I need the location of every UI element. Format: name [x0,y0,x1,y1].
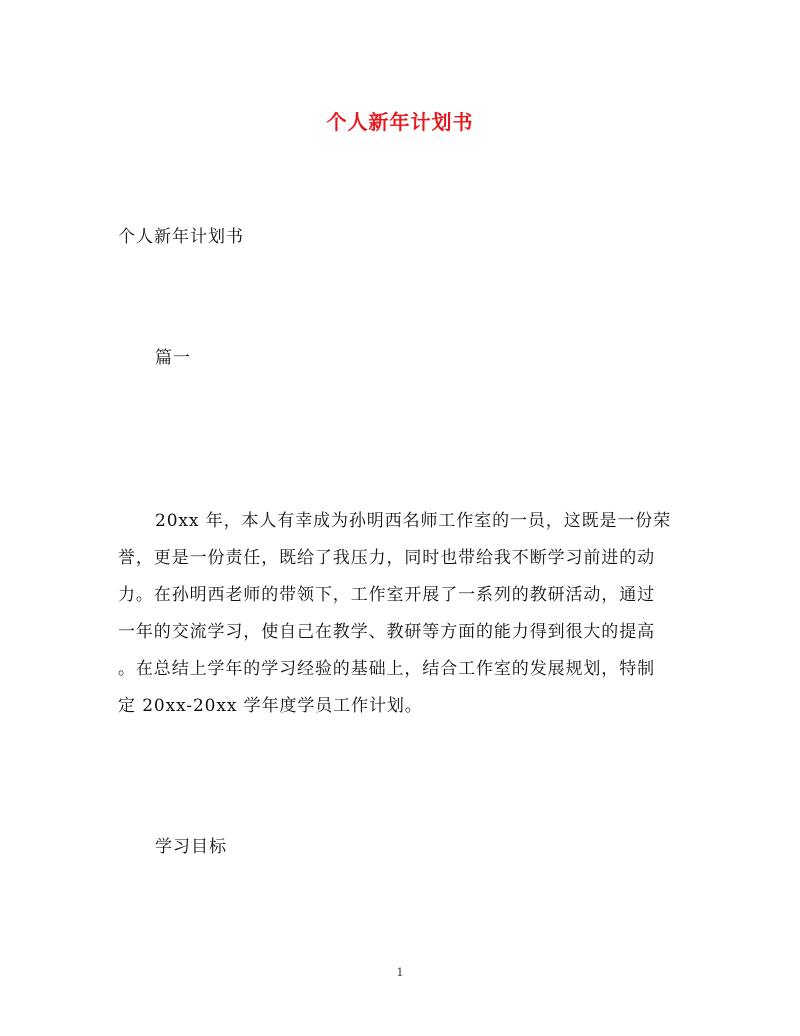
document-title: 个人新年计划书 [326,110,474,134]
section-heading-part-one: 篇一 [155,348,191,368]
paragraph-line-3: 力。在孙明西老师的带领下，工作室开展了一系列的教研活动，通过 [118,585,655,605]
paragraph-line-2: 誉，更是一份责任，既给了我压力，同时也带给我不断学习前进的动 [118,548,655,568]
paragraph-line-4: 一年的交流学习，使自己在教学、教研等方面的能力得到很大的提高 [118,622,655,642]
body-paragraph [118,503,684,725]
paragraph-line-5: 。在总结上学年的学习经验的基础上，结合工作室的发展规划，特制 [118,659,655,679]
document-subtitle: 个人新年计划书 [118,227,244,247]
page-number: 1 [396,966,404,979]
paragraph-line-1: 20xx 年，本人有幸成为孙明西名师工作室的一员，这既是一份荣 [155,511,672,531]
section-heading-learning-goals: 学习目标 [155,837,227,857]
paragraph-line-6: 定 20xx-20xx 学年度学员工作计划。 [118,696,423,716]
